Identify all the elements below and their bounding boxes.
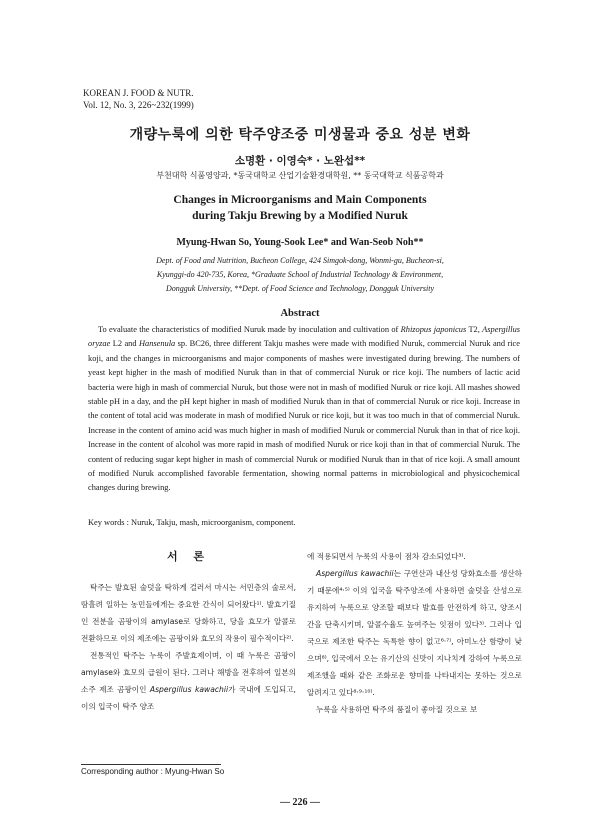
journal-header: [83, 87, 194, 111]
section-heading-introduction: 서 론: [166, 550, 211, 563]
page-number: ― 226 ―: [280, 797, 320, 808]
body-left-column: [81, 548, 296, 715]
body-text: 가 국내에 도입되고, 이의 입국이 탁주 양조: [81, 685, 296, 711]
body-right-column: [307, 548, 522, 718]
corresponding-author-footnote: Corresponding author : Myung-Hwan So: [81, 767, 225, 776]
korean-authors: 소명환 · 이영숙* · 노완섭**: [234, 155, 366, 167]
body-paragraph: 누룩을 사용하면 탁주의 품질이 좋아질 것으로 보: [316, 705, 478, 714]
abstract-paragraph: [88, 323, 520, 496]
english-title-line2: during Takju Brewing by a Modified Nuruk: [192, 210, 408, 222]
korean-title: 개량누룩에 의한 탁주양조중 미생물과 중요 성분 변화: [129, 127, 471, 143]
body-paragraph: 탁주는 발효된 술덧을 탁하게 걸러서 마시는 서민층의 술로서, 땀흘려 일하는 농민들에게는 중요한 간식이 되어왔다¹⁾. 발효기질인 전분을 곰팡이의 amylase로 당화하고, 당을 효모가 알콜로 전환하므로 이의 제조에는 곰팡이와 효모의 작용이 필수적이다²⁾.: [81, 583, 296, 643]
abstract-heading: Abstract: [280, 308, 320, 319]
english-affiliation: [0, 254, 600, 296]
keywords: Key words : Nuruk, Takju, mash, microorganism, component.: [88, 518, 296, 527]
english-affiliation-line: Dept. of Food and Nutrition, Bucheon College, 424 Simgok-dong, Wonmi-gu, Bucheon-si,: [156, 256, 444, 265]
species-name: Aspergillus kawachii: [149, 685, 229, 694]
abstract-text: T2,: [466, 325, 483, 334]
body-paragraph: 에 적용되면서 누룩의 사용이 점차 감소되었다³⁾.: [307, 552, 466, 561]
english-affiliation-line: Dongguk University, **Dept. of Food Science and Technology, Dongguk University: [165, 284, 435, 293]
species-name: Hansenula: [138, 339, 176, 349]
species-name: Rhizopus japonicus: [400, 325, 467, 334]
english-authors: Myung-Hwan So, Young-Sook Lee* and Wan-Seob Noh**: [176, 237, 424, 248]
abstract-text: L2 and: [110, 339, 139, 349]
journal-name: KOREAN J. FOOD & NUTR.: [83, 88, 194, 98]
abstract-text: sp. BC26, three different Takju mashes were made with modified Nuruk, commercial Nuruk and rice koji, and the changes in microorganisms and major components of mashes were investigated during brewing. The numbers of yeast kept higher in the mash of modified Nuruk than in that of commercial Nuruk or rice koji. The numbers of lactic acid bacteria were high in mash of commercial Nuruk, but those were not in mash of modified Nuruk or rice koji. All mashes showed stable pH in a day, and the pH kept higher in mash of modified Nuruk than in that of commercial Nuruk or rice koji. Increase in the content of total acid was moderate in mash of modified Nuruk or rice koji, but it was too much in that of commercial Nuruk. Increase in the content of amino acid was much higher in mash of modified Nuruk or commercial Nuruk than in that of rice koji. Increase in the content of alcohol was more rapid in mash of modified Nuruk or rice koji than in that of commercial Nuruk. The content of reducing sugar kept higher in mash of commercial Nuruk or modified Nuruk than in that of rice koji. A small amount of modified Nuruk accomplished favorable fermentation, showing normal patterns in microbiological and physicochemical changes during brewing.: [88, 339, 520, 493]
species-name: Aspergillus kawachii: [316, 569, 394, 578]
english-title-line1: Changes in Microorganisms and Main Components: [173, 194, 427, 206]
body-text: 는 구연산과 내산성 당화효소를 생산하기 때문에⁴·⁵⁾ 이의 입국을 탁주양조에 사용하면 술덧을 산성으로 유지하여 누룩으로 양조할 때보다 발효를 안전하게 하고, 양조시간을 단축시키며, 알콜수율도 높여주는 잇점이 있다³⁾. 그러나 입국으로 제조한 탁주는 독특한 향이 없고⁶·⁷⁾, 아미노산 함량이 낮으며⁸⁾, 입국에서 오는 유기산의 신맛이 지나치게 강하여 누룩으로 제조했을 때와 같은 조화로운 향미를 나타내지는 못하는 것으로 알려지고 있다⁸·⁹·¹⁰⁾.: [307, 569, 522, 697]
body-paragraph: [307, 565, 522, 701]
footnote-divider: [81, 764, 221, 765]
body-text: 전통적인 탁주는 누룩이 주발효제이며, 이 때 누룩은 곰팡이 amylase와 효모의 급원이 된다. 그러나 해방을 전후하여 일본의 소주 제조 곰팡이인: [81, 651, 296, 694]
abstract-text: To evaluate the characteristics of modified Nuruk made by inoculation and cultivation of: [98, 325, 401, 334]
korean-affiliation: 부천대학 식품영양과, *동국대학교 산업기술환경대학원, ** 동국대학교 식품공학과: [156, 171, 444, 180]
body-paragraph: [81, 647, 296, 715]
english-affiliation-line: Kyunggi-do 420-735, Korea, *Graduate School of Industrial Technology & Environment,: [156, 270, 444, 279]
journal-volume: Vol. 12, No. 3, 226~232(1999): [83, 100, 194, 110]
english-title: [0, 192, 600, 224]
species-name: Aspergillus oryzae: [88, 325, 521, 349]
abstract-body: [88, 323, 520, 496]
